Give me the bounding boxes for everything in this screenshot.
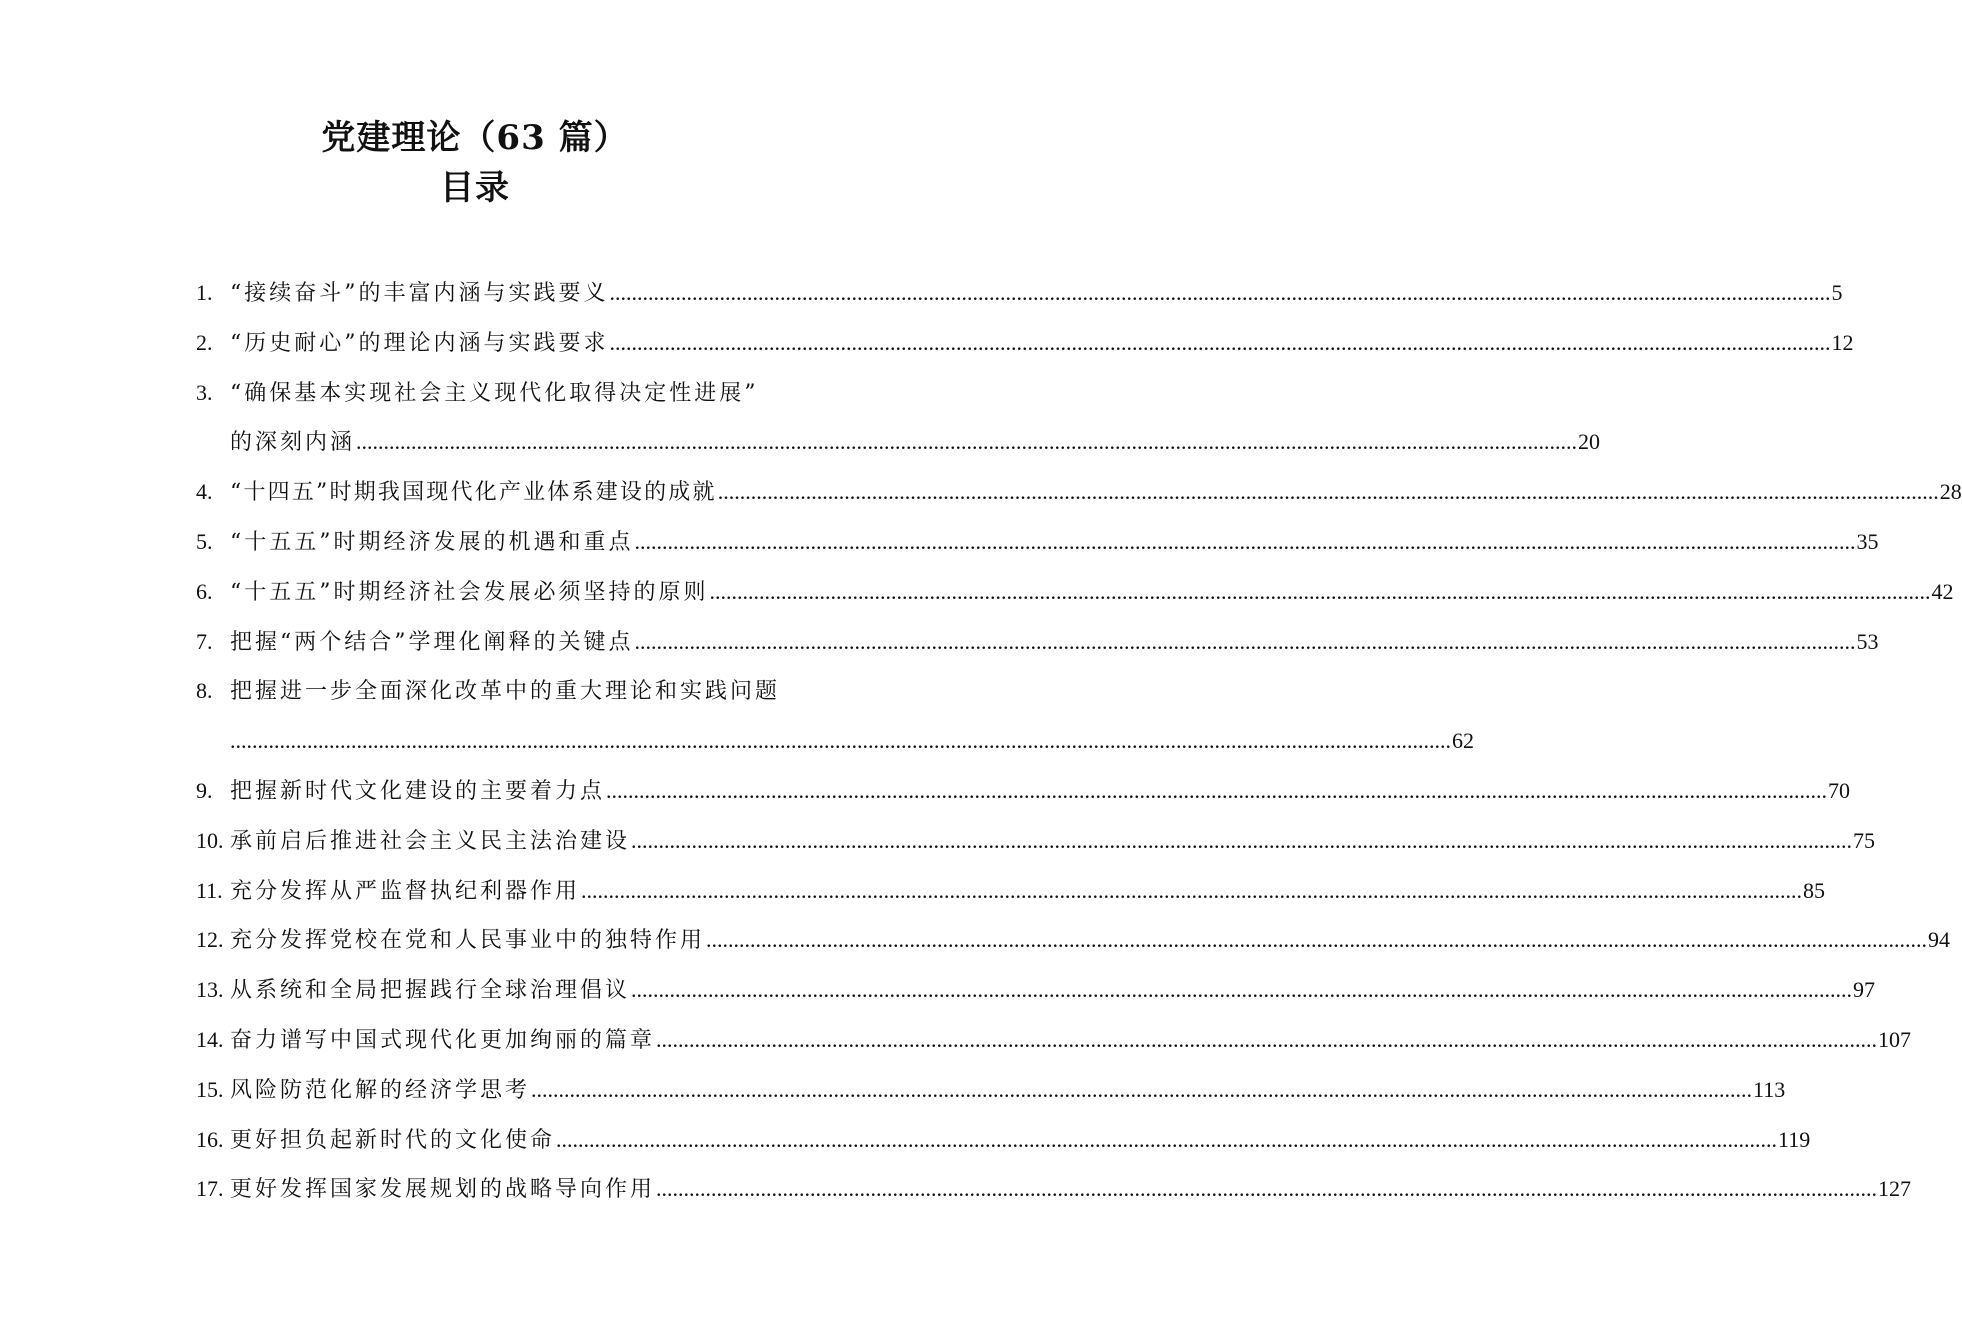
toc-entry-title: 更好发挥国家发展规划的战略导向作用 <box>230 1177 656 1203</box>
toc-entry-page: 28 <box>1939 479 1962 505</box>
toc-entry-page: 119 <box>1778 1126 1811 1152</box>
toc-entry-title-continued: 的深刻内涵 <box>230 430 356 456</box>
toc-leader-dots <box>356 417 1577 467</box>
toc-entry[interactable] <box>196 1015 1912 1065</box>
table-of-contents <box>196 268 1962 1214</box>
toc-leader-dots <box>606 766 1827 816</box>
toc-leader-dots <box>635 617 1856 667</box>
toc-entry[interactable] <box>196 617 1879 667</box>
toc-entry[interactable] <box>196 368 806 418</box>
toc-entry-page: 127 <box>1878 1176 1912 1202</box>
toc-entry-title: “十四五”时期我国现代化产业体系建设的成就 <box>230 480 717 506</box>
toc-entry[interactable] <box>196 268 1843 318</box>
toc-leader-dots <box>531 1065 1752 1115</box>
toc-entry[interactable] <box>196 965 1876 1015</box>
toc-leader-dots <box>710 567 1931 617</box>
toc-entry-number: 2. <box>196 329 213 355</box>
toc-entry-page: 75 <box>1853 827 1876 853</box>
toc-entry-title: 充分发挥从严监督执纪利器作用 <box>230 878 581 904</box>
toc-entry-page: 113 <box>1753 1076 1786 1102</box>
toc-entry[interactable] <box>196 866 1826 916</box>
toc-leader-dots <box>631 816 1852 866</box>
toc-entry-number: 10. <box>196 827 224 853</box>
toc-entry-page: 97 <box>1853 977 1876 1003</box>
toc-entry-page: 85 <box>1803 877 1826 903</box>
toc-entry-number: 16. <box>196 1126 224 1152</box>
toc-entry-number: 8. <box>196 678 213 704</box>
toc-entry-title: 奋力谱写中国式现代化更加绚丽的篇章 <box>230 1027 656 1053</box>
toc-entry-title: 风险防范化解的经济学思考 <box>230 1077 531 1103</box>
toc-entry-number: 5. <box>196 528 213 554</box>
toc-entry-page: 35 <box>1856 528 1879 554</box>
toc-entry-number: 1. <box>196 280 213 305</box>
toc-entry-number: 7. <box>196 628 213 654</box>
toc-entry-title: “确保基本实现社会主义现代化取得决定性进展” <box>230 380 759 406</box>
toc-entry-title: “接续奋斗”的丰富内涵与实践要义 <box>230 281 609 306</box>
toc-entry-title: “十五五”时期经济社会发展必须坚持的原则 <box>230 579 709 605</box>
toc-entry[interactable] <box>196 467 1962 517</box>
toc-entry[interactable] <box>196 915 1951 965</box>
toc-heading: 目录 <box>440 168 510 208</box>
toc-entry[interactable] <box>196 766 1851 816</box>
toc-entry-number: 9. <box>196 777 213 803</box>
toc-leader-dots <box>230 716 1451 766</box>
toc-entry-title: 从系统和全局把握践行全球治理倡议 <box>230 978 631 1004</box>
toc-entry[interactable] <box>196 318 1854 368</box>
toc-entry[interactable] <box>196 1065 1786 1115</box>
toc-entry-title: 把握新时代文化建设的主要着力点 <box>230 778 606 804</box>
toc-entry-title: “历史耐心”的理论内涵与实践要求 <box>230 330 609 356</box>
toc-entry-title: 把握进一步全面深化改革中的重大理论和实践问题 <box>230 679 781 705</box>
toc-entry[interactable] <box>196 567 1954 617</box>
toc-leader-dots <box>706 915 1927 965</box>
toc-entry-page: 20 <box>1578 429 1601 455</box>
toc-entry-continuation[interactable] <box>196 417 1601 467</box>
toc-entry-number: 17. <box>196 1176 224 1202</box>
toc-leader-dots <box>610 318 1831 368</box>
toc-leader-dots <box>656 1164 1877 1214</box>
toc-entry-number: 3. <box>196 379 213 405</box>
toc-entry-number: 14. <box>196 1026 224 1052</box>
toc-leader-dots <box>581 866 1802 916</box>
toc-entry-title: 更好担负起新时代的文化使命 <box>230 1127 556 1153</box>
toc-entry-title: 充分发挥党校在党和人民事业中的独特作用 <box>230 928 706 954</box>
toc-leader-dots <box>718 467 1939 517</box>
toc-entry[interactable] <box>196 816 1876 866</box>
toc-entry-page: 107 <box>1878 1026 1912 1052</box>
toc-entry[interactable] <box>196 1164 1912 1214</box>
toc-entry-number: 11. <box>196 877 223 903</box>
toc-entry-page: 94 <box>1928 927 1951 953</box>
toc-leader-dots <box>635 517 1856 567</box>
toc-entry-number: 15. <box>196 1076 224 1102</box>
toc-entry[interactable] <box>196 1115 1811 1165</box>
toc-entry[interactable] <box>196 666 806 716</box>
toc-entry-title: 承前启后推进社会主义民主法治建设 <box>230 828 631 854</box>
toc-leader-dots <box>631 965 1852 1015</box>
toc-entry-page: 53 <box>1856 628 1879 654</box>
toc-leader-dots <box>556 1115 1777 1165</box>
toc-entry[interactable] <box>196 517 1879 567</box>
toc-leader-dots <box>610 268 1831 318</box>
toc-entry-page: 42 <box>1931 578 1954 604</box>
toc-entry-number: 6. <box>196 578 213 604</box>
document-title: 党建理论（63 篇） <box>321 118 629 158</box>
toc-entry-number: 4. <box>196 479 213 505</box>
toc-leader-dots <box>656 1015 1877 1065</box>
toc-entry-page: 62 <box>1452 728 1474 754</box>
toc-entry-page: 5 <box>1831 280 1843 305</box>
toc-entry-page: 12 <box>1831 329 1854 355</box>
toc-entry-continuation[interactable] <box>196 716 1474 766</box>
toc-entry-number: 12. <box>196 927 224 953</box>
toc-entry-title: “十五五”时期经济发展的机遇和重点 <box>230 529 634 555</box>
toc-entry-number: 13. <box>196 977 224 1003</box>
toc-entry-title: 把握“两个结合”学理化阐释的关键点 <box>230 629 634 655</box>
toc-entry-page: 70 <box>1828 777 1851 803</box>
